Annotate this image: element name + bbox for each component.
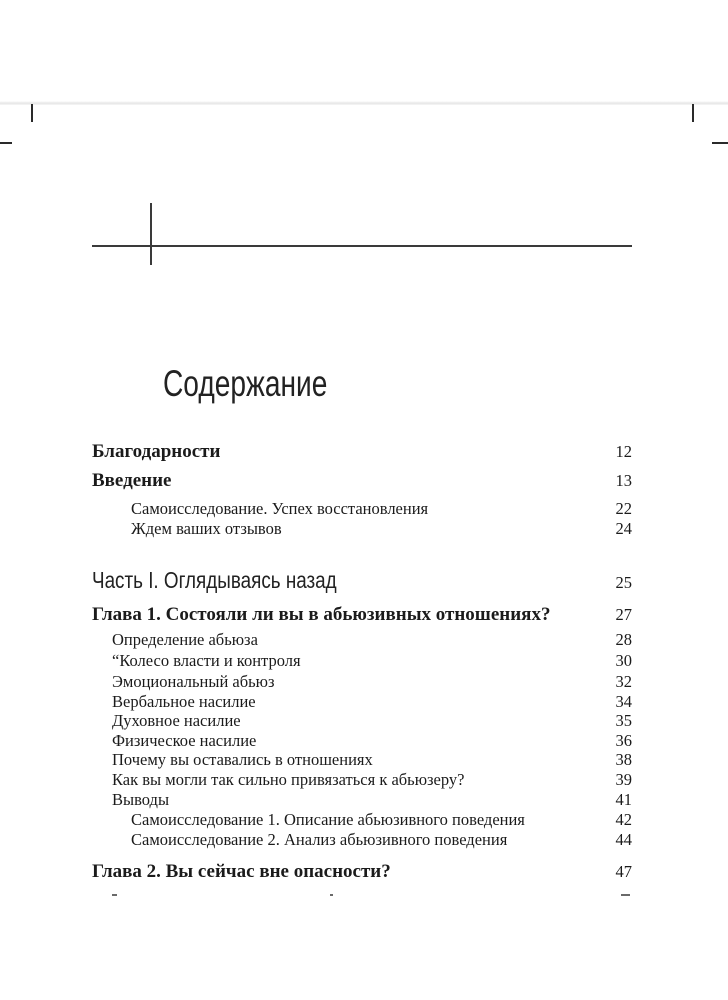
toc-entry-title: Самоисследование 2. Анализ абьюзивного поведения: [131, 830, 508, 849]
toc-entry-title: Самоисследование 1. Описание абьюзивного поведения: [131, 810, 525, 829]
toc-entry-page: 28: [615, 630, 632, 649]
cut-off-text-fragment: [330, 894, 333, 896]
header-rule-horizontal: [92, 245, 632, 247]
toc-entry-page: 25: [615, 573, 632, 592]
toc-entry-page: 34: [615, 692, 632, 711]
toc-entry-page: 41: [615, 790, 632, 809]
toc-section: [112, 731, 632, 751]
toc-chapter-1: [92, 603, 632, 627]
toc-chapter-title: Глава 2. Вы сейчас вне опасности?: [92, 861, 391, 882]
toc-entry-page: 32: [615, 672, 632, 691]
toc-entry-title: Вербальное насилие: [112, 692, 256, 711]
cut-off-text-fragment: [621, 894, 630, 896]
cut-off-text-fragment: [112, 894, 117, 896]
toc-entry-title: Духовное насилие: [112, 711, 241, 730]
crop-mark-top-left: [31, 104, 33, 122]
toc-part-title: Часть I. Оглядываясь назад: [92, 567, 337, 593]
toc-subentry: [131, 830, 632, 850]
toc-chapter-2: [92, 860, 632, 884]
toc-entry-page: 38: [615, 750, 632, 769]
toc-entry-page: 13: [615, 471, 632, 490]
toc-entry-title: Благодарности: [92, 441, 221, 462]
toc-entry-title: Ждем ваших отзывов: [131, 519, 282, 538]
toc-entry-page: 12: [615, 442, 632, 461]
toc-subentry: [131, 499, 632, 519]
crop-mark-left: [0, 142, 12, 144]
toc-entry-title: Эмоциональный абьюз: [112, 672, 275, 691]
page-title: Содержание: [163, 363, 328, 404]
header-rule-vertical: [150, 203, 152, 265]
toc-entry-page: 22: [615, 499, 632, 518]
toc-entry-title: Почему вы оставались в отношениях: [112, 750, 373, 769]
toc-subentry: [131, 810, 632, 830]
toc-part-heading: [92, 566, 632, 597]
toc-entry-page: 39: [615, 770, 632, 789]
toc-entry-title: Введение: [92, 470, 172, 491]
toc-entry-title: Физическое насилие: [112, 731, 257, 750]
page-top-edge: [0, 101, 728, 105]
toc-entry-page: 27: [615, 605, 632, 624]
toc-entry-title: Выводы: [112, 790, 170, 809]
crop-mark-right: [712, 142, 728, 144]
toc-subentry: [131, 519, 632, 539]
toc-section: [112, 630, 632, 650]
toc-section: [112, 750, 632, 770]
toc-entry-page: 47: [615, 862, 632, 881]
toc-entry-page: 42: [615, 810, 632, 829]
toc-entry-page: 44: [615, 830, 632, 849]
toc-section: [112, 790, 632, 810]
toc-entry-title: Определение абьюза: [112, 630, 258, 649]
toc-entry-page: 35: [615, 711, 632, 730]
toc-entry-page: 36: [615, 731, 632, 750]
toc-entry-title: Как вы могли так сильно привязаться к абьюзеру?: [112, 770, 465, 789]
toc-entry-introduction: [92, 469, 632, 493]
crop-mark-top-right: [692, 104, 694, 122]
toc-section: [112, 651, 632, 671]
toc-entry-page: 24: [615, 519, 632, 538]
toc-entry-acknowledgements: [92, 440, 632, 464]
toc-section: [112, 672, 632, 692]
toc-section: [112, 711, 632, 731]
toc-entry-page: 30: [615, 651, 632, 670]
toc-entry-title: “Колесо власти и контроля: [112, 651, 301, 670]
toc-chapter-title: Глава 1. Состояли ли вы в абьюзивных отношениях?: [92, 604, 551, 625]
toc-entry-title: Самоисследование. Успех восстановления: [131, 499, 429, 518]
toc-section: [112, 770, 632, 790]
toc-section: [112, 692, 632, 712]
